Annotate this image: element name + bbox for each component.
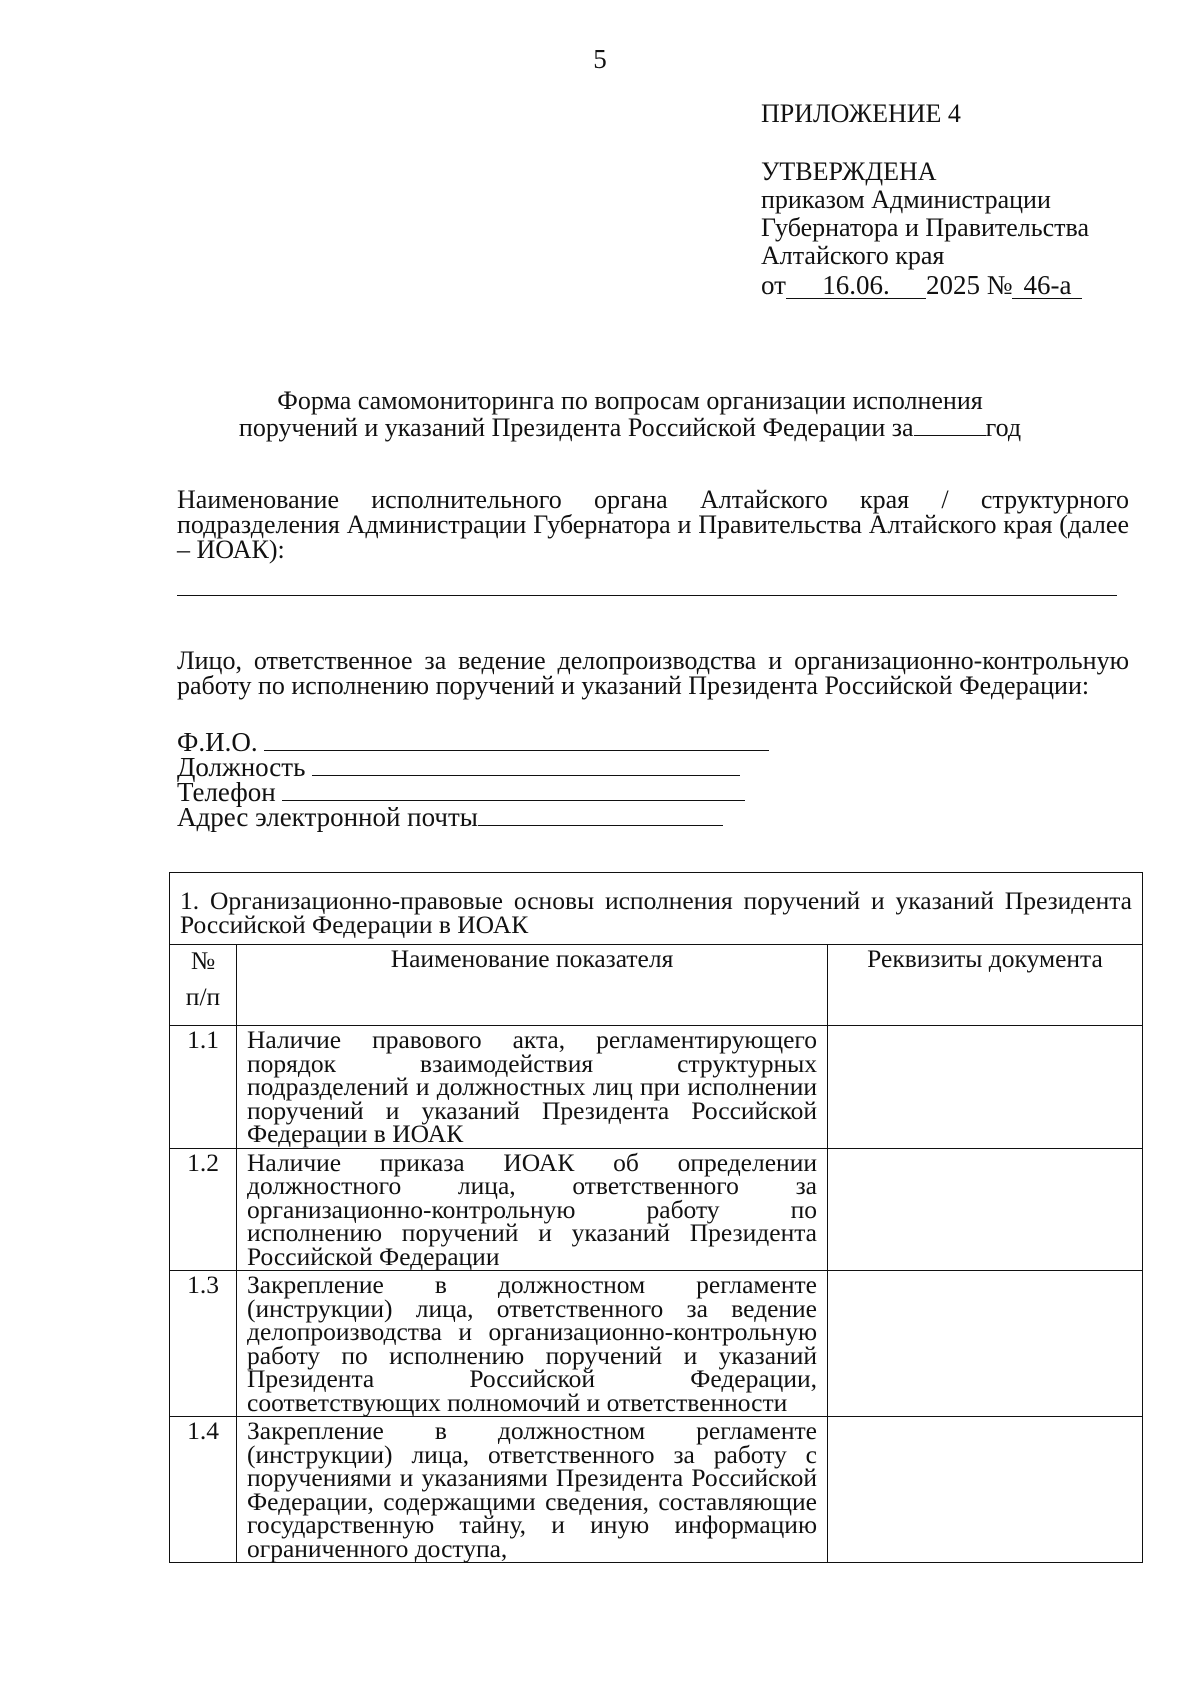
approved-by-line-2: Губернатора и Правительства bbox=[761, 213, 1089, 242]
fio-fill-line[interactable] bbox=[264, 728, 769, 751]
row-indicator: Наличие правового акта, регламентирующего порядок взаимодействия структурных подразделений и должностных лиц при исполнении поручений и указаний Президента Российской Федерации в ИОАК bbox=[237, 1026, 828, 1149]
ioak-name-fill-line[interactable] bbox=[177, 595, 1117, 596]
row-indicator: Закрепление в должностном регламенте (инструкции) лица, ответственного за ведение делопроизводства и организационно-контрольную работу по исполнению поручений и указаний Президента Российской Федерации, соответствующих полномочий и ответственности bbox=[237, 1271, 828, 1417]
phone-fill-line[interactable] bbox=[282, 778, 745, 801]
annex-title: ПРИЛОЖЕНИЕ 4 bbox=[761, 99, 961, 128]
form-title-year-word: год bbox=[985, 413, 1022, 442]
email-label: Адрес электронной почты bbox=[177, 802, 478, 832]
form-title-line-2-text: поручений и указаний Президента Российской Федерации за bbox=[238, 413, 914, 442]
column-header-row bbox=[170, 945, 1143, 1026]
row-document-cell[interactable] bbox=[828, 1148, 1143, 1271]
header-number-bottom: п/п bbox=[185, 982, 221, 1011]
ioak-name-paragraph: Наименование исполнительного органа Алтайского края / структурного подразделения Администрации Губернатора и Правительства Алтайского края (далее – ИОАК): bbox=[177, 485, 1129, 564]
table-row bbox=[170, 1271, 1143, 1417]
order-date-line bbox=[761, 270, 1082, 301]
table-row bbox=[170, 1417, 1143, 1563]
row-number: 1.4 bbox=[170, 1417, 237, 1563]
header-indicator-name: Наименование показателя bbox=[237, 945, 828, 1026]
email-fill-line[interactable] bbox=[478, 803, 723, 826]
row-number: 1.2 bbox=[170, 1148, 237, 1271]
row-indicator: Наличие приказа ИОАК об определении должностного лица, ответственного за организационно-контрольную работу по исполнению поручений и указаний Президента Российской Федерации bbox=[237, 1148, 828, 1271]
year-blank[interactable] bbox=[914, 415, 986, 436]
header-document-details: Реквизиты документа bbox=[828, 945, 1143, 1026]
section-header-row bbox=[170, 873, 1143, 945]
approved-label: УТВЕРЖДЕНА bbox=[761, 157, 937, 186]
approved-by-line-3: Алтайского края bbox=[761, 241, 945, 270]
header-number-top: № bbox=[190, 946, 216, 975]
order-year: 2025 № bbox=[925, 270, 1013, 300]
responsible-person-paragraph: Лицо, ответственное за ведение делопроизводства и организационно-контрольную работу по исполнению поручений и указаний Президента Российской Федерации: bbox=[177, 646, 1129, 700]
date-prefix: от bbox=[761, 270, 786, 300]
form-title-line-1: Форма самомониторинга по вопросам организации исполнения bbox=[277, 386, 983, 415]
phone-field bbox=[177, 778, 745, 805]
row-number: 1.1 bbox=[170, 1026, 237, 1149]
row-indicator: Закрепление в должностном регламенте (инструкции) лица, ответственного за работу с поручениями и указаниями Президента Российской Федерации, содержащими сведения, составляющие государственную тайну, и иную информацию ограниченного доступа, bbox=[237, 1417, 828, 1563]
form-title-line-2 bbox=[160, 414, 1100, 441]
page-number: 5 bbox=[593, 44, 607, 74]
row-document-cell[interactable] bbox=[828, 1417, 1143, 1563]
self-monitoring-table bbox=[169, 872, 1143, 1563]
email-field bbox=[177, 803, 723, 830]
row-document-cell[interactable] bbox=[828, 1271, 1143, 1417]
table-row bbox=[170, 1148, 1143, 1271]
position-label: Должность bbox=[177, 752, 306, 782]
approved-by-line-1: приказом Администрации bbox=[761, 185, 1051, 214]
annex-block bbox=[761, 100, 1089, 270]
order-date: 16.06. bbox=[786, 272, 926, 299]
order-number: 46-а bbox=[1012, 272, 1082, 299]
phone-label: Телефон bbox=[177, 777, 276, 807]
header-number bbox=[170, 945, 237, 1026]
row-number: 1.3 bbox=[170, 1271, 237, 1417]
fio-field bbox=[177, 728, 769, 755]
fio-label: Ф.И.О. bbox=[177, 727, 258, 757]
position-field bbox=[177, 753, 740, 780]
table-row bbox=[170, 1026, 1143, 1149]
form-title bbox=[160, 387, 1100, 441]
position-fill-line[interactable] bbox=[312, 753, 740, 776]
section-title: 1. Организационно-правовые основы исполнения поручений и указаний Президента Российской Федерации в ИОАК bbox=[170, 873, 1143, 945]
row-document-cell[interactable] bbox=[828, 1026, 1143, 1149]
